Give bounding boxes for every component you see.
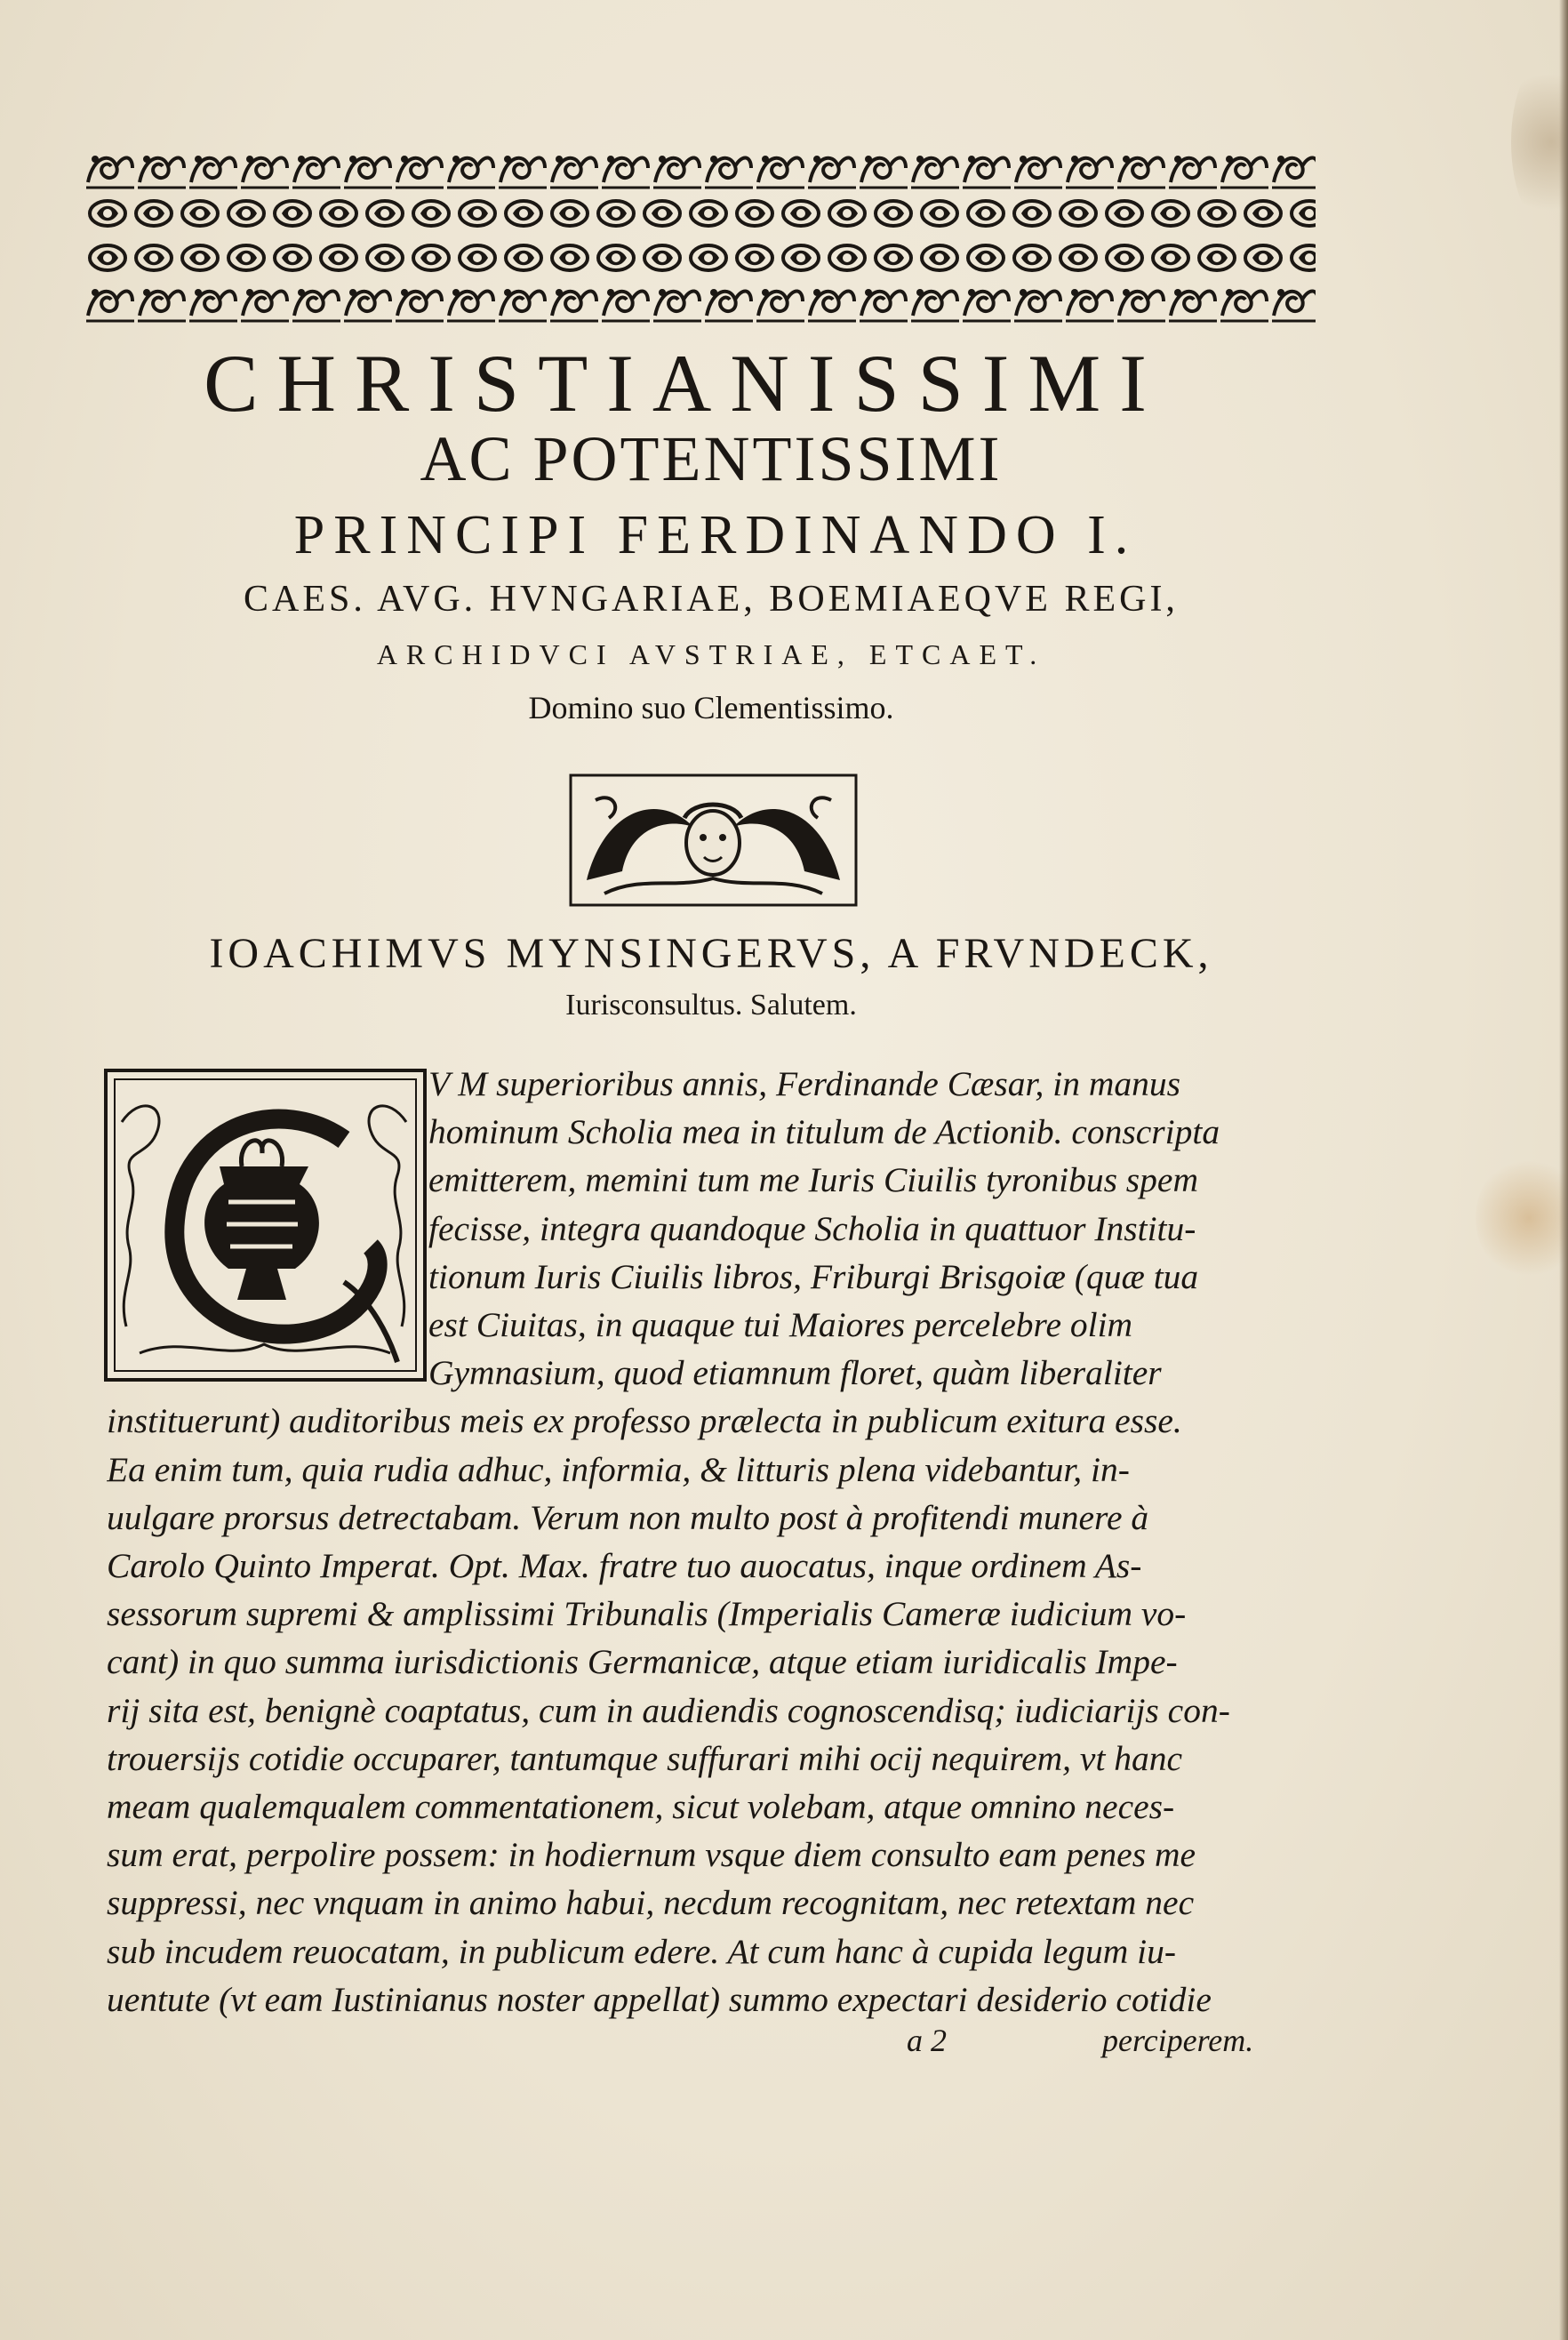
text-line: Gymnasium, quod etiamnum floret, quàm liberaliter: [428, 1353, 1162, 1393]
title-line-5: ARCHIDVCI AVSTRIAE, ETCAET.: [376, 638, 1046, 670]
signature-mark: a 2: [907, 2023, 947, 2058]
text-line: suppressi, nec vnquam in animo habui, necdum recognitam, nec retextam nec: [107, 1883, 1195, 1923]
title-line-2: AC POTENTISSIMI: [420, 423, 1003, 494]
text-line: fecisse, integra quandoque Scholia in quattuor Institu-: [428, 1208, 1196, 1248]
title-line-1: CHRISTIANISSIMI: [204, 338, 1165, 429]
text-line: V M superioribus annis, Ferdinande Cæsar, in manus: [428, 1064, 1181, 1103]
text-line: meam qualemqualem commentationem, sicut volebam, atque omnino neces-: [107, 1787, 1175, 1827]
catchword: perciperem.: [1102, 2023, 1254, 2058]
text-line: sessorum supremi & amplissimi Tribunalis (Imperialis Cameræ iudicium vo-: [107, 1594, 1187, 1634]
text-line: hominum Scholia mea in titulum de Actionib. conscripta: [428, 1112, 1220, 1152]
text-line: est Ciuitas, in quaque tui Maiores percelebre olim: [428, 1305, 1133, 1345]
author-heading: IOACHIMVS MYNSINGERVS, A FRVNDECK,: [209, 930, 1213, 977]
text-line: trouersijs cotidie occuparer, tantumque suffurari mihi ocij nequirem, vt hanc: [107, 1738, 1183, 1778]
text-line: uentute (vt eam Iustinianus noster appellat) summo expectari desiderio cotidie: [107, 1979, 1212, 2019]
text-line: uulgare prorsus detrectabam. Verum non multo post à profitendi munere à: [107, 1497, 1149, 1537]
text-line: sub incudem reuocatam, in publicum edere. At cum hanc à cupida legum iu-: [107, 1931, 1177, 1971]
text-line: instituerunt) auditoribus meis ex professo prælecta in publicum exitura esse.: [107, 1401, 1182, 1441]
text-line: sum erat, perpolire possem: in hodiernum vsque diem consulto eam penes me: [107, 1835, 1196, 1875]
text-line: rij sita est, benignè coaptatus, cum in audiendis cognoscendisq; iudiciarijs con-: [107, 1690, 1230, 1730]
text-line: tionum Iuris Ciuilis libros, Friburgi Brisgoiæ (quæ tua: [428, 1256, 1199, 1296]
body-text: [107, 1060, 1333, 2023]
author-subtitle: Iurisconsultus. Salutem.: [565, 989, 857, 1022]
cherub-headpiece-icon: [569, 773, 858, 907]
text-line: emitterem, memini tum me Iuris Ciuilis tyronibus spem: [428, 1160, 1198, 1200]
text-line: Carolo Quinto Imperat. Opt. Max. fratre tuo auocatus, inque ordinem As-: [107, 1546, 1142, 1586]
text-line: cant) in quo summa iurisdictionis Germanicæ, atque etiam iuridicalis Impe-: [107, 1642, 1178, 1682]
title-line-4: CAES. AVG. HVNGARIAE, BOEMIAEQVE REGI,: [244, 579, 1179, 620]
ornamental-border-icon: [84, 147, 1316, 325]
page-edge-shadow: [1559, 0, 1568, 2340]
text-line: Ea enim tum, quia rudia adhuc, informia, & litturis plena videbantur, in-: [107, 1449, 1130, 1489]
title-line-3: PRINCIPI FERDINANDO I.: [293, 505, 1138, 565]
dedication-line: Domino suo Clementissimo.: [528, 690, 894, 725]
